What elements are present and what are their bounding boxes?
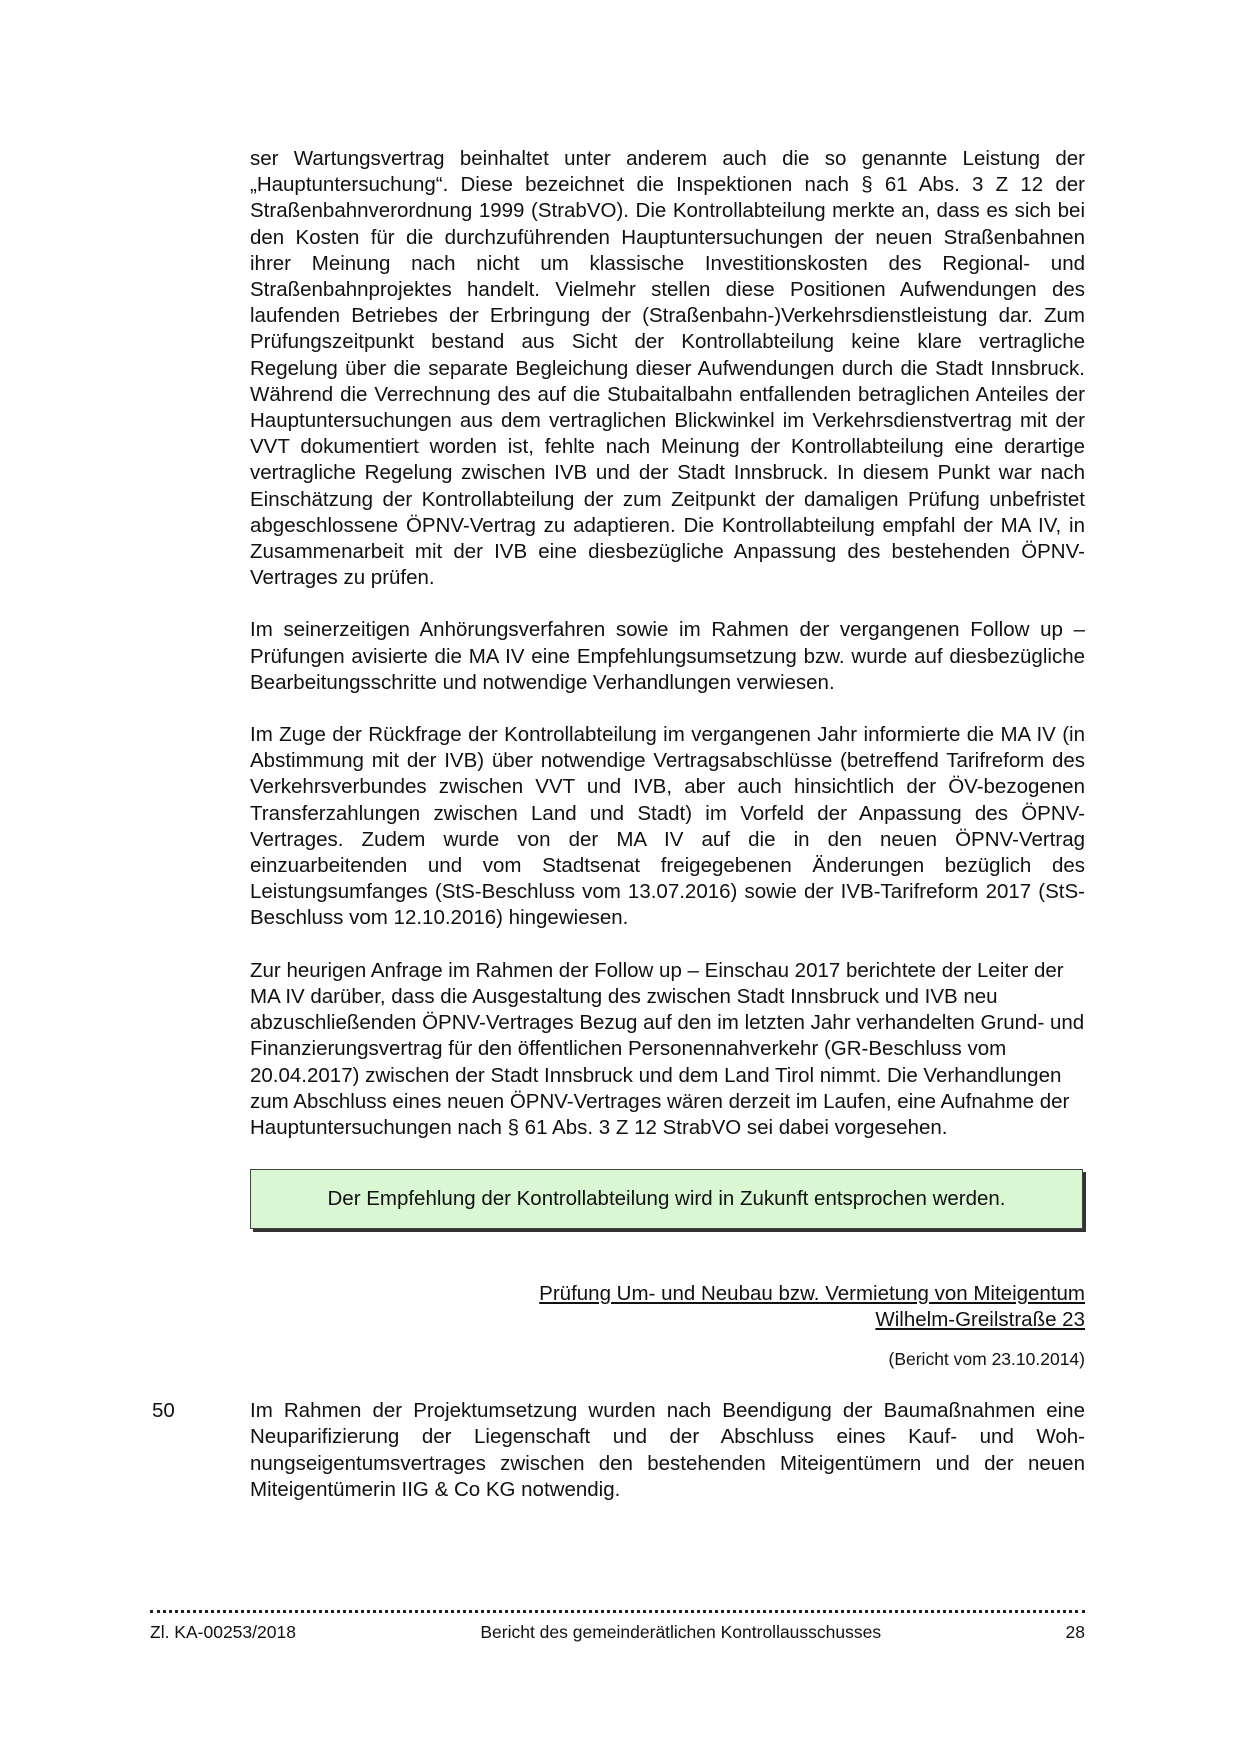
footer-reference-number: Zl. KA-00253/2018 xyxy=(150,1622,296,1642)
recommendation-box xyxy=(250,1169,1083,1229)
numbered-item xyxy=(152,1398,1085,1503)
paragraph-1: ser Wartungsvertrag beinhaltet unter anderem auch die so genannte Leistung der „Hauptuntersuchung“. Diese bezeichnet die Inspektionen nach § 61 Abs. 3 Z 12 der Straßenbahnverordnung 1999 (StrabVO). Die Kontrollabteilung merkte an, dass es sich bei den Kosten für die durchzuführenden Hauptuntersuchungen der neuen Straßenbahnen ihrer Meinung nach nicht um klassische Investitionskosten des Regional- und Straßenbahnprojektes handelt. Vielmehr stellen diese Positionen Aufwendungen des laufenden Betriebes der Erbringung der (Straßenbahn-)Verkehrsdienstleistung dar. Zum Prüfungszeitpunkt bestand aus Sicht der Kontrollabteilung keine klare vertragliche Regelung über die separate Begleichung dieser Aufwendungen durch die Stadt Innsbruck. Während die Verrechnung des auf die Stubaitalbahn entfallenden betraglichen Anteiles der Hauptuntersuchungen aus dem vertraglichen Blickwinkel im Verkehrsdienstvertrag mit der VVT dokumentiert worden ist, fehlte nach Meinung der Kontrollabteilung eine derartige vertragliche Regelung zwischen IVB und der Stadt Innsbruck. In diesem Punkt war nach Einschätzung der Kontrollabteilung der zum Zeitpunkt der damaligen Prüfung unbefristet abgeschlossene ÖPNV-Vertrag zu adaptieren. Die Kontrollabteilung empfahl der MA IV, in Zusammenarbeit mit der IVB eine diesbezügliche Anpassung des bestehenden ÖPNV-Vertrages zu prüfen. xyxy=(250,147,1085,590)
paragraph-4: Zur heurigen Anfrage im Rahmen der Follow up – Einschau 2017 berichtete der Leiter der MA IV darüber, dass die Ausgestaltung des zwischen Stadt Innsbruck und IVB neu abzuschließenden ÖPNV-Vertrages Bezug auf den im letzten Jahr verhandelten Grund- und Finanzierungsvertrag für den öffentlichen Personennahverkehr (GR-Beschluss vom 20.04.2017) zwischen der Stadt Innsbruck und dem Land Tirol nimmt. Die Verhandlungen zum Abschluss eines neuen ÖPNV-Vertrages wären derzeit im Laufen, eine Aufnahme der Hauptuntersuchungen nach § 61 Abs. 3 Z 12 StrabVO sei dabei vorgesehen. xyxy=(250,958,1085,1139)
page-number: 28 xyxy=(1065,1622,1085,1642)
report-date: (Bericht vom 23.10.2014) xyxy=(888,1349,1085,1370)
footer-title: Bericht des gemeinderätlichen Kontrollausschusses xyxy=(480,1622,882,1642)
report-title-line-1: Prüfung Um- und Neubau bzw. Vermietung von Miteigentum xyxy=(539,1282,1085,1306)
paragraph-3: Im Zuge der Rückfrage der Kontrollabteilung im vergangenen Jahr informierte die MA IV (in Abstimmung mit der IVB) über notwendige Vertragsabschlüsse (betreffend Tarifreform des Verkehrsverbundes zwischen VVT und IVB, aber auch hinsichtlich der ÖV-bezogenen Transferzahlungen zwischen Land und Stadt) im Vorfeld der Anpassung des ÖPNV-Vertrages. Zudem wurde von der MA IV auf die in den neuen ÖPNV-Vertrag einzuarbeitenden und vom Stadtsenat freigegebenen Änderungen bezüglich des Leistungsumfanges (StS-Beschluss vom 13.07.2016) sowie der IVB-Tarifreform 2017 (StS-Beschluss vom 12.10.2016) hingewiesen. xyxy=(250,723,1085,930)
item-number: 50 xyxy=(152,1399,175,1423)
report-title-line-2: Wilhelm-Greilstraße 23 xyxy=(875,1308,1085,1332)
paragraph-2: Im seinerzeitigen Anhörungsverfahren sowie im Rahmen der vergangenen Follow up – Prüfungen avisierte die MA IV eine Empfehlungsumsetzung bzw. wurde auf diesbezügliche Bearbeitungsschritte und notwendige Verhandlungen verwiesen. xyxy=(250,618,1085,694)
main-content xyxy=(152,146,1085,1529)
item-text: Im Rahmen der Projektumsetzung wurden nach Beendigung der Baumaßnahmen eine Neuparifizierung der Liegenschaft und der Abschluss eines Kauf- und Wohnungseigentumsvertrages zwischen den bestehenden Miteigentümern und der neuen Miteigentümerin IIG & Co KG notwendig. xyxy=(250,1399,1085,1501)
page-footer xyxy=(150,1622,1085,1643)
report-reference xyxy=(250,1281,1085,1333)
recommendation-text: Der Empfehlung der Kontrollabteilung wird in Zukunft entsprochen werden. xyxy=(327,1187,1006,1211)
footer-divider xyxy=(150,1606,1085,1613)
